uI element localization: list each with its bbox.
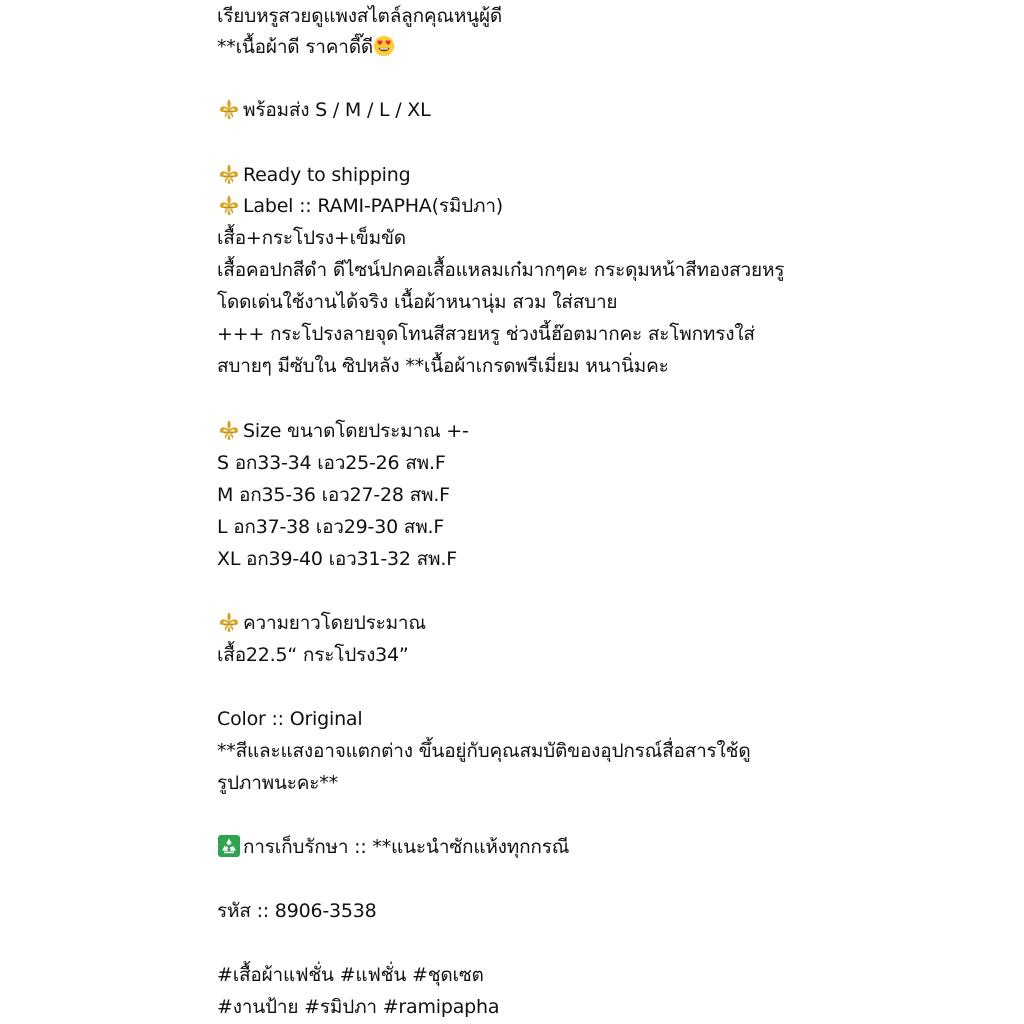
length-heading-text: ความยาวโดยประมาณ: [243, 612, 426, 634]
fleur-de-lis-icon: [217, 193, 241, 217]
size-heading-text: Size ขนาดโดยประมาณ +-: [243, 420, 469, 442]
label-line: [217, 190, 503, 222]
description-line-4: สบายๆ มีซับใน ซิปหลัง **เนื้อผ้าเกรดพรีเมี่ยม หนานิ่มคะ: [217, 355, 669, 377]
ready-line: [217, 159, 410, 191]
code-line: รหัส :: 8906-3538: [217, 900, 377, 922]
fleur-de-lis-icon: [217, 418, 241, 442]
size-heading-line: [217, 415, 469, 447]
description-line-3: +++ กระโปรงลายจุดโทนสีสวยหรู ช่วงนี้ฮ๊อตมากคะ สะโพกทรงใส่: [217, 323, 755, 345]
heart-eyes-emoji-icon: [373, 35, 395, 57]
intro-line-2-text: **เนื้อผ้าดี ราคาดี๊ดี: [217, 36, 374, 58]
care-line: [217, 831, 569, 863]
hashtags-line-1: #เสื้อผ้าแฟชั่น #แฟชั่น #ชุดเซต: [217, 964, 484, 986]
care-text: การเก็บรักษา :: **แนะนำซักแห้งทุกกรณี: [243, 836, 570, 858]
size-row-s: S อก33-34 เอว25-26 สพ.F: [217, 452, 446, 474]
fleur-de-lis-icon: [217, 162, 241, 186]
fleur-de-lis-icon: [217, 610, 241, 634]
length-heading-line: [217, 607, 426, 639]
recycle-icon: [217, 834, 241, 858]
hashtags-line-2: #งานป้าย #รมิปภา #ramipapha: [217, 996, 500, 1018]
intro-line-1: เรียบหรูสวยดูแพงสไตล์ลูกคุณหนูผู้ดี: [217, 5, 503, 27]
size-row-l: L อก37-38 เอว29-30 สพ.F: [217, 516, 445, 538]
size-row-m: M อก35-36 เอว27-28 สพ.F: [217, 484, 450, 506]
fleur-de-lis-icon: [217, 97, 241, 121]
color-note-line-2: รูปภาพนะคะ**: [217, 772, 338, 794]
sizes-available-line: [217, 94, 430, 126]
description-line-1: เสื้อคอปกสีดำ ดีไซน์ปกคอเสื้อแหลมเก๋มากๆคะ กระดุมหน้าสีทองสวยหรู: [217, 259, 785, 281]
length-values-line: เสื้อ22.5“ กระโปรง34”: [217, 644, 409, 666]
set-items-line: เสื้อ+กระโปรง+เข็มขัด: [217, 227, 406, 249]
color-note-line-1: **สีและแสงอาจแตกต่าง ขึ้นอยู่กับคุณสมบัติของอุปกรณ์สื่อสารใช้ดู: [217, 740, 751, 762]
color-line: Color :: Original: [217, 708, 363, 730]
ready-text: Ready to shipping: [243, 164, 411, 186]
description-line-2: โดดเด่นใช้งานได้จริง เนื้อผ้าหนานุ่ม สวม ใส่สบาย: [217, 291, 618, 313]
sizes-available-text: พร้อมส่ง S / M / L / XL: [243, 99, 431, 121]
label-text: Label :: RAMI-PAPHA(รมิปภา): [243, 195, 504, 217]
intro-line-2: [217, 31, 395, 63]
size-row-xl: XL อก39-40 เอว31-32 สพ.F: [217, 548, 457, 570]
